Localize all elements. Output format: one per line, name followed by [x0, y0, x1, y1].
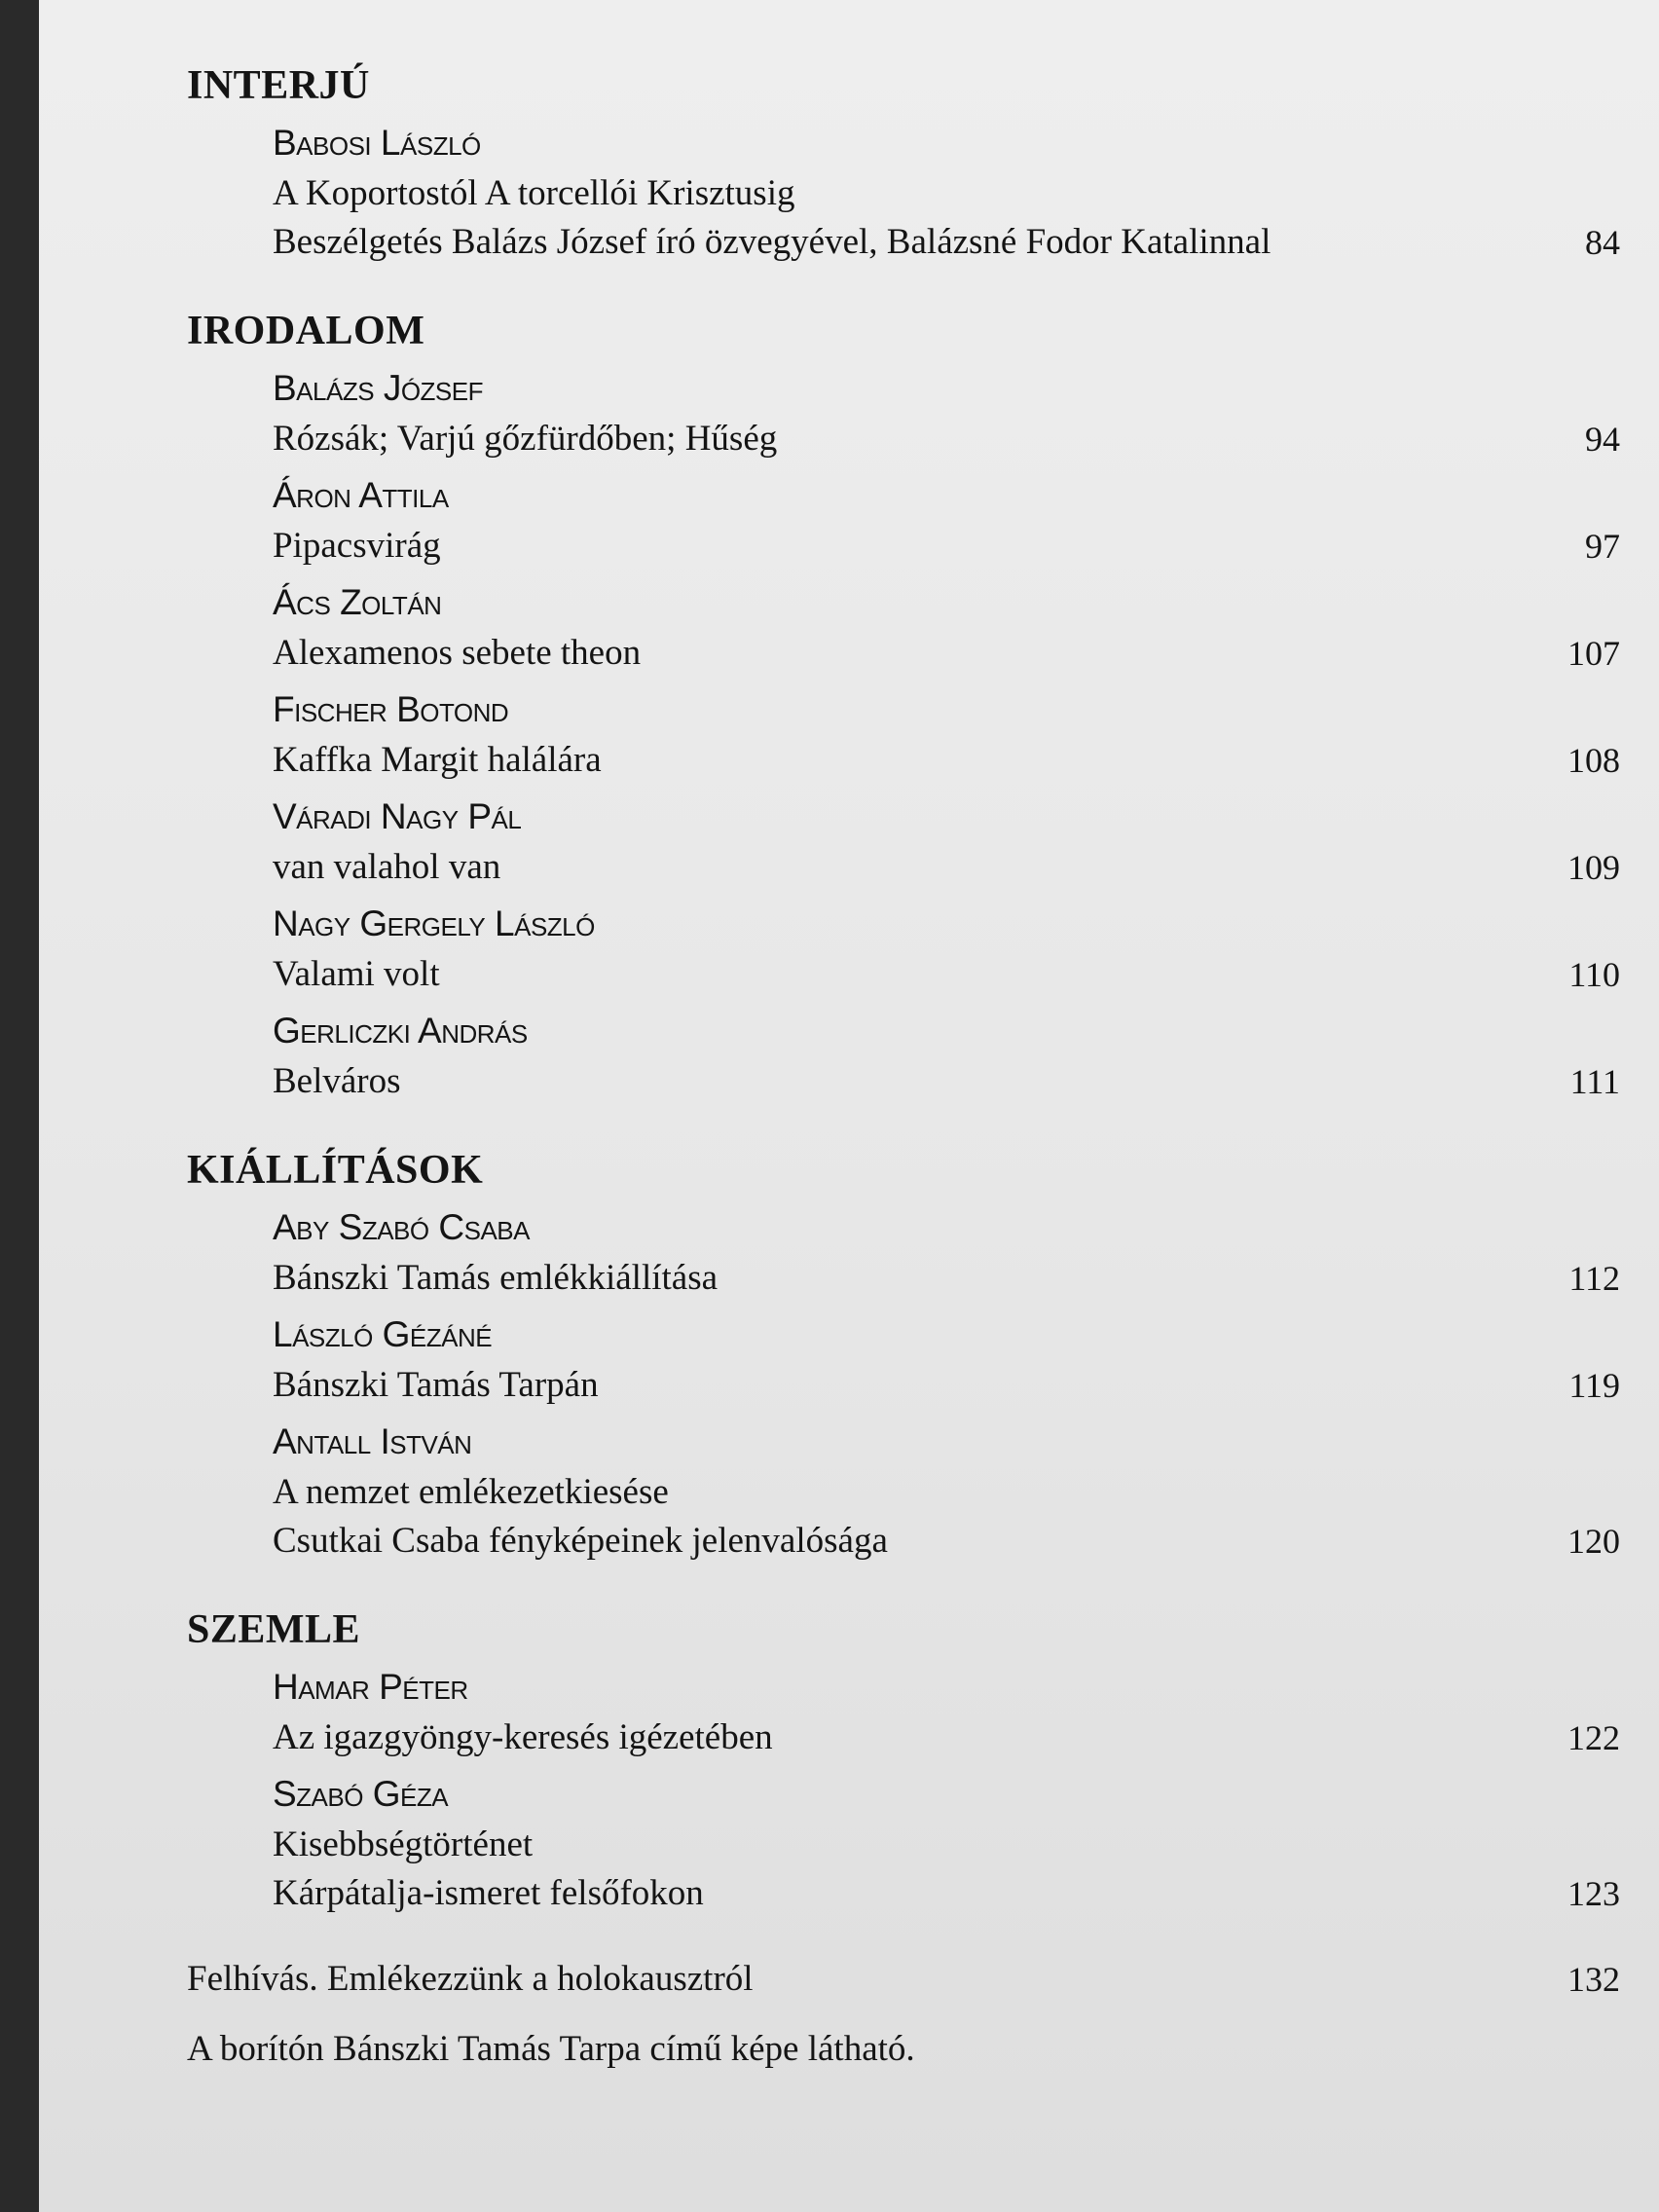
toc-entry: [187, 1661, 1620, 1762]
toc-entry: [187, 117, 1620, 267]
section-title: IRODALOM: [187, 309, 425, 353]
entry-subtitle: Kárpátalja-ismeret felsőfokon: [273, 1873, 704, 1913]
entry-title: Kaffka Margit halálára: [273, 740, 602, 780]
entry-author: Szabó Géza: [273, 1774, 449, 1814]
entry-author: Gerliczki András: [273, 1011, 528, 1051]
entry-author: Balázs József: [273, 368, 483, 408]
toc-entry: [187, 1309, 1620, 1410]
entry-page-number: 84: [1585, 223, 1620, 262]
toc-entry: [187, 1768, 1620, 1918]
call-text: Felhívás. Emlékezzünk a holokausztról: [187, 1959, 754, 1999]
entry-title: Bánszki Tamás Tarpán: [273, 1365, 599, 1405]
cover-note: A borítón Bánszki Tamás Tarpa című képe látható.: [187, 2029, 915, 2069]
table-of-contents-page: [39, 0, 1659, 2212]
section-title: KIÁLLÍTÁSOK: [187, 1148, 484, 1193]
entry-title: Kisebbségtörténet: [273, 1825, 534, 1864]
entry-title: Belváros: [273, 1061, 401, 1101]
entry-title: Pipacsvirág: [273, 526, 441, 566]
entry-page-number: 111: [1569, 1062, 1620, 1101]
entry-author: Fischer Botond: [273, 689, 509, 729]
entry-title: Rózsák; Varjú gőzfürdőben; Hűség: [273, 419, 778, 459]
entry-page-number: 107: [1567, 634, 1620, 673]
entry-title: Az igazgyöngy-keresés igézetében: [273, 1717, 773, 1757]
entry-title: A nemzet emlékezetkiesése: [273, 1472, 669, 1512]
section-title: SZEMLE: [187, 1607, 361, 1652]
section-interju: [187, 58, 1620, 267]
entry-page-number: 119: [1568, 1366, 1620, 1405]
entry-author: Antall István: [273, 1421, 472, 1461]
entry-page-number: 109: [1567, 848, 1620, 887]
section-szemle: [187, 1603, 1620, 1918]
toc-entry: [187, 1416, 1620, 1566]
section-irodalom: [187, 304, 1620, 1106]
entry-title: Alexamenos sebete theon: [273, 633, 642, 673]
entry-title: A Koportostól A torcellói Krisztusig: [273, 173, 795, 213]
entry-page-number: 110: [1568, 955, 1620, 994]
entry-page-number: 97: [1585, 527, 1620, 566]
entry-title: van valahol van: [273, 847, 501, 887]
toc-entry: [187, 1005, 1620, 1106]
call-page-number: 132: [1567, 1960, 1620, 1999]
toc-entry: [187, 791, 1620, 892]
entry-title: Bánszki Tamás emlékkiállítása: [273, 1258, 719, 1298]
entry-author: Aby Szabó Csaba: [273, 1207, 530, 1247]
entry-page-number: 122: [1567, 1718, 1620, 1757]
entry-page-number: 94: [1585, 420, 1620, 459]
toc-entry: [187, 469, 1620, 571]
toc-content: [187, 58, 1620, 2074]
entry-author: Áron Attila: [273, 475, 449, 515]
entry-author: Nagy Gergely László: [273, 903, 595, 943]
section-kiallitasok: [187, 1143, 1620, 1566]
toc-entry: [187, 1201, 1620, 1303]
entry-page-number: 108: [1567, 741, 1620, 780]
toc-entry: [187, 362, 1620, 463]
toc-entry: [187, 898, 1620, 999]
call-entry: [187, 1955, 1620, 2004]
entry-author: Babosi László: [273, 123, 481, 163]
entry-page-number: 123: [1567, 1874, 1620, 1913]
section-title: INTERJÚ: [187, 63, 370, 108]
entry-subtitle: Csutkai Csaba fényképeinek jelenvalósága: [273, 1521, 888, 1561]
entry-page-number: 120: [1567, 1522, 1620, 1561]
entry-subtitle: Beszélgetés Balázs József író özvegyével, Balázsné Fodor Katalinnal: [273, 222, 1272, 262]
entry-title: Valami volt: [273, 954, 440, 994]
toc-footer: [187, 1955, 1620, 2074]
entry-author: László Gézáné: [273, 1314, 493, 1354]
entry-author: Hamar Péter: [273, 1667, 468, 1707]
toc-entry: [187, 683, 1620, 785]
entry-author: Ács Zoltán: [273, 582, 442, 622]
entry-author: Váradi Nagy Pál: [273, 796, 522, 836]
toc-entry: [187, 576, 1620, 678]
entry-page-number: 112: [1568, 1259, 1620, 1298]
